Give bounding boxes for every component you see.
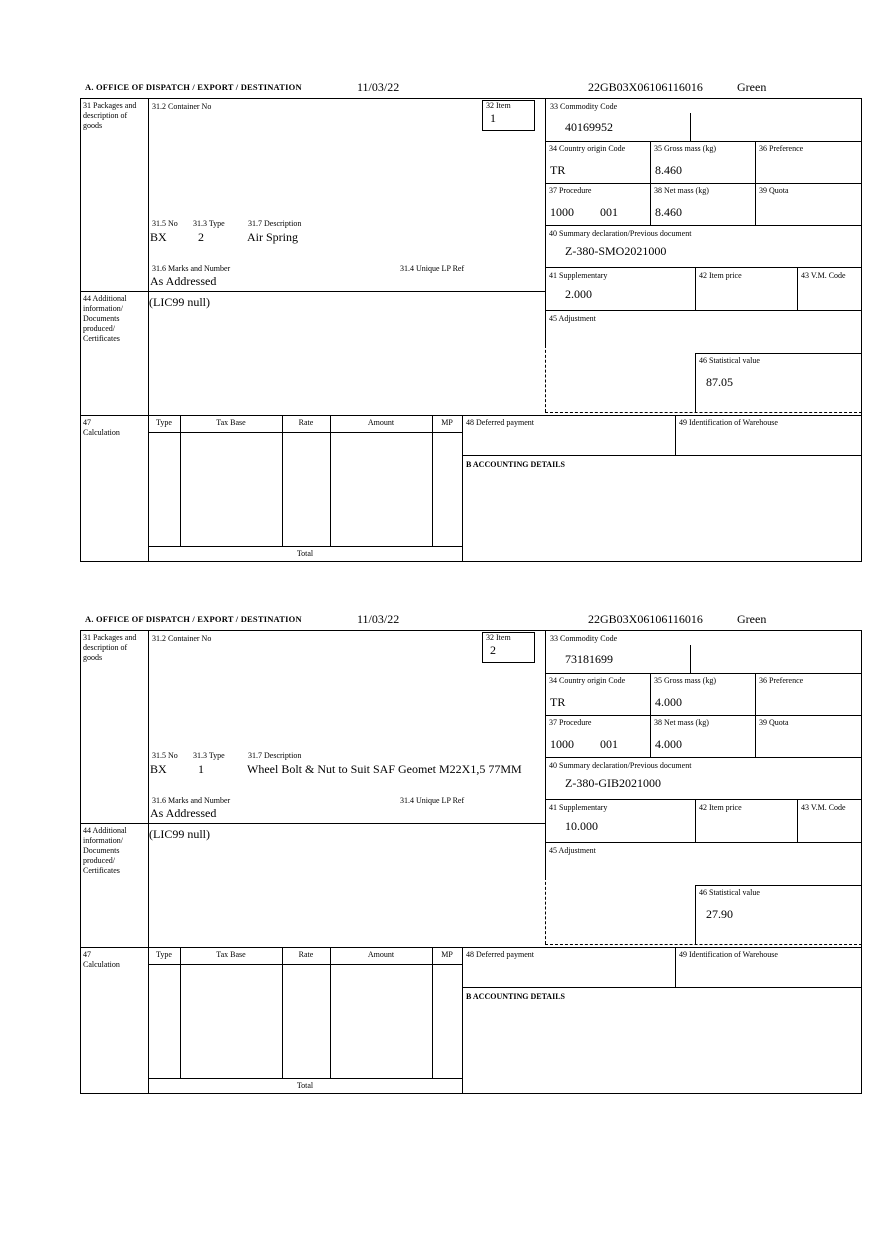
border-line	[545, 715, 862, 716]
date-value: 11/03/22	[357, 80, 400, 94]
office-of-dispatch-label: A. OFFICE OF DISPATCH / EXPORT / DESTINATION	[85, 614, 302, 624]
table-header-amount: Amount	[367, 418, 395, 427]
table-total-label: Total	[296, 1081, 314, 1090]
table-header-mp: MP	[441, 950, 453, 959]
additional-information-label: 44 Additional information/ Documents produced/ Certificates	[83, 826, 127, 875]
commodity-code-value: 73181699	[565, 652, 613, 666]
packages-description-label: 31 Packages and description of goods	[83, 101, 137, 130]
net-mass-label: 38 Net mass (kg)	[654, 718, 709, 727]
procedure-value-2: 001	[600, 737, 618, 751]
commodity-code-value: 40169952	[565, 120, 613, 134]
packages-type-value: 2	[198, 230, 204, 244]
border-line	[797, 799, 798, 842]
supplementary-value: 2.000	[565, 287, 592, 301]
border-line	[545, 310, 862, 311]
table-column-line	[330, 415, 331, 546]
marks-and-number-label: 31.6 Marks and Number	[152, 796, 231, 805]
border-line	[695, 799, 696, 842]
packages-no-value: BX	[150, 230, 167, 244]
table-column-line	[180, 415, 181, 546]
procedure-value-2: 001	[600, 205, 618, 219]
marks-value: As Addressed	[150, 274, 217, 288]
border-line	[80, 291, 545, 292]
commodity-code-divider-line	[690, 113, 691, 141]
table-column-line	[282, 415, 283, 546]
net-mass-value: 8.460	[655, 205, 682, 219]
border-line	[545, 630, 546, 877]
date-value: 11/03/22	[357, 612, 400, 626]
vm-code-label: 43 V.M. Code	[801, 803, 846, 812]
border-line	[462, 947, 463, 1094]
office-of-dispatch-label: A. OFFICE OF DISPATCH / EXPORT / DESTINATION	[85, 82, 302, 92]
vm-code-label: 43 V.M. Code	[801, 271, 846, 280]
goods-description-value: Wheel Bolt & Nut to Suit SAF Geomet M22X1,5 77MM	[247, 762, 522, 776]
table-column-line	[330, 947, 331, 1078]
summary-declaration-label: 40 Summary declaration/Previous document	[549, 229, 692, 238]
border-line	[80, 947, 862, 948]
procedure-label: 37 Procedure	[549, 718, 592, 727]
packages-type-value: 1	[198, 762, 204, 776]
border-line	[148, 630, 149, 1094]
country-origin-label: 34 Country origin Code	[549, 144, 626, 153]
dashed-border-line	[545, 944, 862, 945]
border-line	[675, 415, 676, 455]
item-number-label: 32 Item	[486, 633, 511, 642]
goods-description-value: Air Spring	[247, 230, 298, 244]
item-number-value: 1	[490, 111, 496, 125]
border-line	[462, 987, 862, 988]
table-header-amount: Amount	[367, 950, 395, 959]
procedure-value-1: 1000	[550, 737, 574, 751]
statistical-value-label: 46 Statistical value	[699, 888, 760, 897]
calculation-label: 47 Calculation	[83, 418, 120, 437]
border-line	[148, 98, 149, 562]
mrn-value: 22GB03X06106116016	[588, 80, 703, 94]
country-origin-label: 34 Country origin Code	[549, 676, 626, 685]
summary-declaration-label: 40 Summary declaration/Previous document	[549, 761, 692, 770]
description-label: 31.7 Description	[248, 219, 302, 228]
table-header-line	[148, 432, 462, 433]
packages-no-label: 31.5 No	[152, 751, 178, 760]
commodity-code-label: 33 Commodity Code	[550, 102, 618, 111]
border-line	[545, 183, 862, 184]
border-line	[545, 673, 862, 674]
packages-description-label: 31 Packages and description of goods	[83, 633, 137, 662]
accounting-details-label: B ACCOUNTING DETAILS	[466, 460, 565, 469]
border-line	[462, 415, 463, 562]
border-line	[462, 455, 862, 456]
dashed-border-line	[545, 412, 862, 413]
supplementary-label: 41 Supplementary	[549, 803, 608, 812]
gross-mass-value: 4.000	[655, 695, 682, 709]
declaration-item-block	[0, 612, 882, 1112]
previous-document-value: Z-380-GIB2021000	[565, 776, 661, 790]
container-no-label: 31.2 Container No	[152, 102, 212, 111]
additional-information-label: 44 Additional information/ Documents produced/ Certificates	[83, 294, 127, 343]
accounting-details-label: B ACCOUNTING DETAILS	[466, 992, 565, 1001]
item-number-value: 2	[490, 643, 496, 657]
table-header-mp: MP	[441, 418, 453, 427]
statistical-value-value: 87.05	[706, 375, 733, 389]
packages-type-label: 31.3 Type	[193, 219, 225, 228]
procedure-value-1: 1000	[550, 205, 574, 219]
form-outer-border	[80, 98, 862, 562]
net-mass-value: 4.000	[655, 737, 682, 751]
additional-info-value: (LIC99 null)	[149, 827, 210, 841]
adjustment-label: 45 Adjustment	[549, 846, 596, 855]
adjustment-label: 45 Adjustment	[549, 314, 596, 323]
table-header-line	[148, 964, 462, 965]
border-line	[545, 842, 862, 843]
table-column-line	[282, 947, 283, 1078]
container-no-label: 31.2 Container No	[152, 634, 212, 643]
statistical-value-label: 46 Statistical value	[699, 356, 760, 365]
table-column-line	[432, 947, 433, 1078]
gross-mass-label: 35 Gross mass (kg)	[654, 676, 716, 685]
table-header-rate: Rate	[298, 418, 314, 427]
supplementary-value: 10.000	[565, 819, 598, 833]
quota-label: 39 Quota	[759, 718, 789, 727]
border-line	[545, 757, 862, 758]
warehouse-identification-label: 49 Identification of Warehouse	[679, 418, 778, 427]
supplementary-label: 41 Supplementary	[549, 271, 608, 280]
statistical-value-value: 27.90	[706, 907, 733, 921]
table-header-rate: Rate	[298, 950, 314, 959]
deferred-payment-label: 48 Deferred payment	[466, 418, 534, 427]
previous-document-value: Z-380-SMO2021000	[565, 244, 667, 258]
table-total-label: Total	[296, 549, 314, 558]
unique-lp-ref-label: 31.4 Unique LP Ref	[400, 796, 465, 805]
country-origin-value: TR	[550, 163, 566, 177]
gross-mass-label: 35 Gross mass (kg)	[654, 144, 716, 153]
quota-label: 39 Quota	[759, 186, 789, 195]
net-mass-label: 38 Net mass (kg)	[654, 186, 709, 195]
packages-no-label: 31.5 No	[152, 219, 178, 228]
table-header-type: Type	[156, 950, 172, 959]
border-line	[545, 98, 546, 345]
gross-mass-value: 8.460	[655, 163, 682, 177]
preference-label: 36 Preference	[759, 676, 804, 685]
item-price-label: 42 Item price	[699, 271, 742, 280]
description-label: 31.7 Description	[248, 751, 302, 760]
commodity-code-divider-line	[690, 645, 691, 673]
border-line	[545, 267, 862, 268]
deferred-payment-label: 48 Deferred payment	[466, 950, 534, 959]
procedure-label: 37 Procedure	[549, 186, 592, 195]
item-price-label: 42 Item price	[699, 803, 742, 812]
table-column-line	[432, 415, 433, 546]
packages-no-value: BX	[150, 762, 167, 776]
border-line	[797, 267, 798, 310]
table-header-tax-base: Tax Base	[216, 418, 246, 427]
preference-label: 36 Preference	[759, 144, 804, 153]
border-line	[545, 225, 862, 226]
dashed-border-line	[545, 877, 546, 944]
border-line	[545, 141, 862, 142]
declaration-item-block	[0, 80, 882, 580]
marks-and-number-label: 31.6 Marks and Number	[152, 264, 231, 273]
additional-info-value: (LIC99 null)	[149, 295, 210, 309]
table-total-line	[148, 1078, 462, 1079]
marks-value: As Addressed	[150, 806, 217, 820]
form-outer-border	[80, 630, 862, 1094]
route-status-value: Green	[737, 80, 767, 94]
border-line	[80, 415, 862, 416]
warehouse-identification-label: 49 Identification of Warehouse	[679, 950, 778, 959]
mrn-value: 22GB03X06106116016	[588, 612, 703, 626]
item-number-label: 32 Item	[486, 101, 511, 110]
unique-lp-ref-label: 31.4 Unique LP Ref	[400, 264, 465, 273]
calculation-label: 47 Calculation	[83, 950, 120, 969]
border-line	[545, 799, 862, 800]
dashed-border-line	[545, 345, 546, 412]
border-line	[675, 947, 676, 987]
packages-type-label: 31.3 Type	[193, 751, 225, 760]
border-line	[80, 823, 545, 824]
table-total-line	[148, 546, 462, 547]
table-column-line	[180, 947, 181, 1078]
table-header-tax-base: Tax Base	[216, 950, 246, 959]
commodity-code-label: 33 Commodity Code	[550, 634, 618, 643]
table-header-type: Type	[156, 418, 172, 427]
country-origin-value: TR	[550, 695, 566, 709]
border-line	[695, 267, 696, 310]
route-status-value: Green	[737, 612, 767, 626]
